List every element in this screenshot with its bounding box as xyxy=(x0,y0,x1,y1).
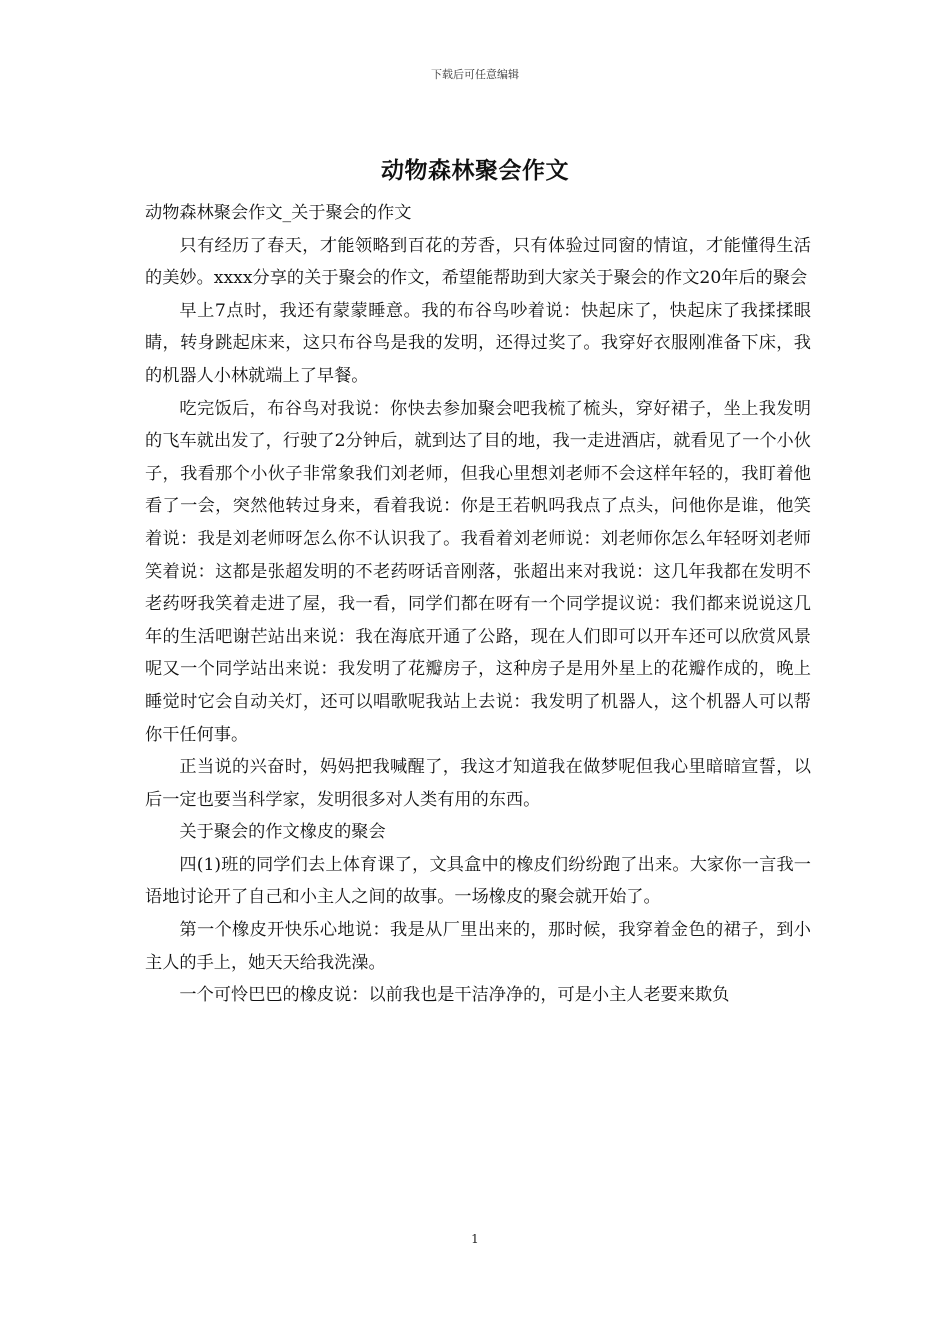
section-heading-eraser-party: 关于聚会的作文橡皮的聚会 xyxy=(179,822,386,843)
paragraph-intro: 只有经历了春天，才能领略到百花的芳香，只有体验过同窗的情谊，才能懂得生活的美妙。xxxx分享的关于聚会的作文，希望能帮助到大家关于聚会的作文20年后的聚会 xyxy=(145,235,811,289)
page-number: 1 xyxy=(471,1232,479,1246)
paragraph-first-eraser: 第一个橡皮开快乐心地说：我是从厂里出来的，那时候，我穿着金色的裙子，到小主人的手上，她天天给我洗澡。 xyxy=(145,920,811,973)
paragraph-morning: 早上7点时，我还有蒙蒙睡意。我的布谷鸟吵着说：快起床了，快起床了我揉揉眼睛，转身跳起床来，这只布谷鸟是我的发明，还得过奖了。我穿好衣服刚准备下床，我的机器人小林就端上了早餐。 xyxy=(145,300,811,386)
document-title: 动物森林聚会作文 xyxy=(381,157,569,184)
paragraph-party: 吃完饭后，布谷鸟对我说：你快去参加聚会吧我梳了梳头，穿好裙子，坐上我发明的飞车就出发了，行驶了2分钟后，就到达了目的地，我一走进酒店，就看见了一个小伙子，我看那个小伙子非常象我们刘老师，但我心里想刘老师不会这样年轻的，我盯着他看了一会，突然他转过身来，看着我说：你是王若帆吗我点了点头，问他你是谁，他笑着说：我是刘老师呀怎么你不认识我了。我看着刘老师说：刘老师你怎么年轻呀刘老师笑着说：这都是张超发明的不老药呀话音刚落，张超出来对我说：这几年我都在发明不老药呀我笑着走进了屋，我一看，同学们都在呀有一个同学提议说：我们都来说说这几年的生活吧谢芒站出来说：我在海底开通了公路，现在人们即可以开车还可以欣赏风景呢又一个同学站出来说：我发明了花瓣房子，这种房子是用外星上的花瓣作成的，晚上睡觉时它会自动关灯，还可以唱歌呢我站上去说：我发明了机器人，这个机器人可以帮你干任何事。 xyxy=(145,398,811,745)
paragraph-wake-up: 正当说的兴奋时，妈妈把我喊醒了，我这才知道我在做梦呢但我心里暗暗宣誓，以后一定也要当科学家，发明很多对人类有用的东西。 xyxy=(145,757,811,810)
paragraph-eraser-intro: 四(1)班的同学们去上体育课了，文具盒中的橡皮们纷纷跑了出来。大家你一言我一语地讨论开了自己和小主人之间的故事。一场橡皮的聚会就开始了。 xyxy=(145,854,811,908)
header-note: 下载后可任意编辑 xyxy=(431,68,519,81)
paragraph-pitiful-eraser: 一个可怜巴巴的橡皮说：以前我也是干洁净净的，可是小主人老要来欺负 xyxy=(179,985,730,1006)
document-body xyxy=(145,197,811,1012)
document-subtitle: 动物森林聚会作文_关于聚会的作文 xyxy=(145,203,412,223)
